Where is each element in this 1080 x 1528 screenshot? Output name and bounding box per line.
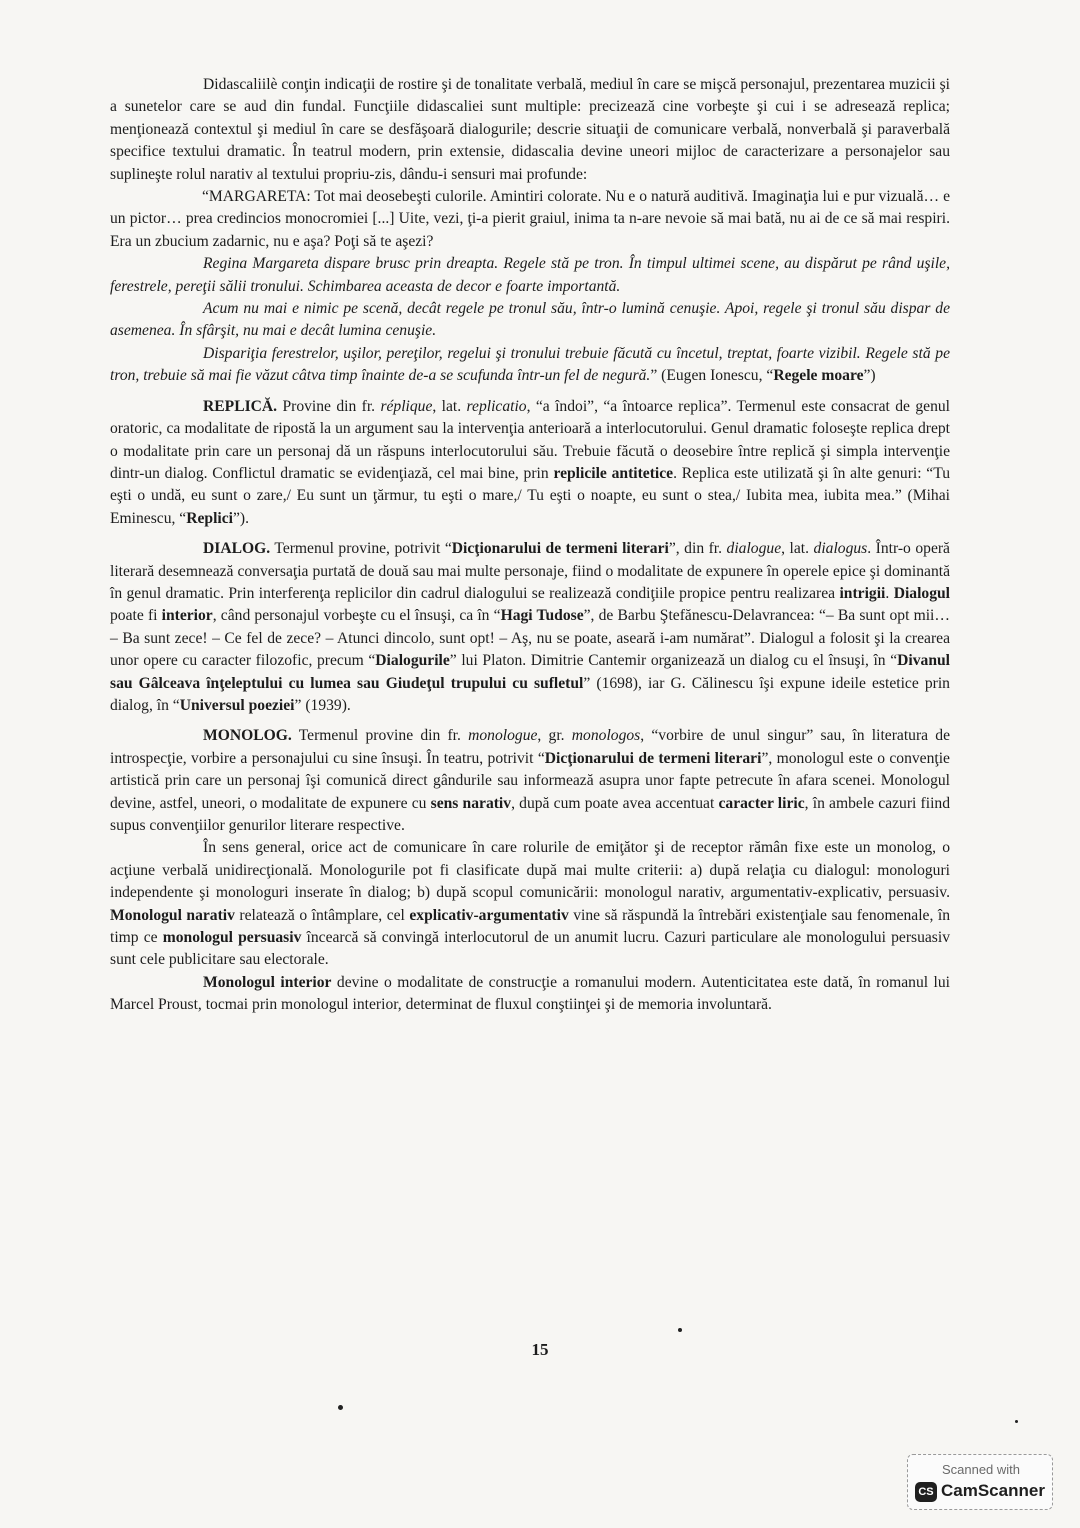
dialog-hagi: Hagi Tudose <box>500 607 584 625</box>
monolog-caracter: caracter liric <box>718 794 805 812</box>
dialog-dialogurile: Dialogurile <box>375 652 450 670</box>
general-text-d: încearcă să convingă interlocutorul de un anumit lucru. Cazuri particulare ale monologului persuasiv sunt cele publicitare sau electorale. <box>110 929 950 969</box>
dialog-text-c: , lat. <box>781 540 814 558</box>
monolog-dict: Dicţionarului de termeni literari <box>544 749 762 767</box>
dialog-text-e: . <box>885 584 894 602</box>
replica-paragraph <box>110 396 950 530</box>
dialog-text-d: . Într-o operă literară desemnează conversaţia purtată de două sau mai multe personaje, fiind o modalitate de expunere în operele epice şi dominantă în genul dramatic. Prin interferenţa replicilor din cadrul dialogului se realizează condiţiile propice pentru realizarea <box>110 540 950 602</box>
replica-text-b: , lat. <box>432 397 467 415</box>
badge-brand: CamScanner <box>941 1481 1045 1500</box>
quote-stage-direction-1 <box>110 253 950 298</box>
monolog-gr: monologos <box>571 727 641 745</box>
replica-title: Replici <box>186 509 233 527</box>
dialog-text-j: ” (1698), iar G. Călinescu îşi expune ideile estetice prin dialog, în “ <box>110 674 950 714</box>
replica-text-a: Provine din fr. <box>277 397 381 415</box>
monolog-text-f: , în ambele cazuri fiind supus convenţiilor genurilor literare respective. <box>110 794 951 834</box>
quote-stage-direction-2 <box>110 298 950 343</box>
stage-direction-1-text: Regina Margareta dispare brusc prin dreapta. Regele stă pe tron. În timpul ultimei scene, au dispărut pe rând uşile, ferestrele, pereţii sălii tronului. Schimbarea aceasta de decor e foarte importantă. <box>110 255 950 295</box>
replica-text-e: ”). <box>233 509 250 527</box>
quote-stage-direction-3 <box>110 343 950 388</box>
stage-direction-3-text: Dispariţia ferestrelor, uşilor, pereţilor, regelui şi tronului trebuie făcută cu încetul, treptat, foarte vizibil. Regele stă pe tron, trebuie să mai fie văzut câtva timp înainte de-a se scufunda într-un fel de negură. <box>110 344 950 385</box>
dialog-lat: dialogus <box>813 540 868 558</box>
quote-margareta-text: “MARGARETA: Tot mai deosebeşti culorile. Amintiri colorate. Nu e o natură auditivă. Imaginaţia lui e pur vizuală… e un pictor… prea credincios monocromiei [...] Uite, vezi, ţi-a pierit graiul, inima ta n-are nevoie să mai bată, nu ai de ce să mai respiri. Era un zbucium zadarnic, nu e aşa? Poţi să te aşezi? <box>110 188 950 250</box>
dialog-text-f: poate fi <box>110 607 162 625</box>
monolog-heading: MONOLOG. <box>203 727 292 745</box>
general-text-c: vine să răspundă la întrebări existenţiale sau fenomenale, în timp ce <box>110 906 951 947</box>
dialog-text-i: ” lui Platon. Dimitrie Cantemir organizează un dialog cu el însuşi, în “ <box>449 652 898 670</box>
quote-margareta <box>110 186 950 253</box>
didascalia-paragraph <box>110 74 950 186</box>
monolog-paragraph <box>110 725 950 837</box>
camscanner-badge <box>907 1454 1053 1510</box>
scan-speck <box>338 1405 343 1410</box>
monolog-text-c: , “vorbire de unul singur” sau, în literatura de introspecţie, vorbire a personajului cu sine însuşi. În teatru, potrivit “ <box>110 727 950 767</box>
dialog-intrigii: intrigii <box>839 584 886 602</box>
dialog-text-g: , când personajul vorbeşte cu el însuşi, ca în “ <box>212 607 501 625</box>
monolog-interior-paragraph <box>110 972 950 1017</box>
replica-text-c: , “a îndoi”, “a întoarce replica”. Termenul este consacrat de genul oratoric, ca modalitate de ripostă la un argument sau la intervenţia anterioară a interlocutorului. Genul dramatic foloseşte replica drept o modalitate prin care un personaj dă un răspuns interlocutorului său. Trebuie făcută o deosebire între replică şi simpla intervenţie dintr-un dialog. Conflictul dramatic se evidenţiază, cel mai bine, prin <box>110 397 950 482</box>
monolog-text-b: , gr. <box>537 727 572 745</box>
replica-heading: REPLICĂ. <box>203 397 278 415</box>
replica-text-d: . Replica este utilizată şi în alte genuri: “Tu eşti o undă, eu sunt o zare,/ Eu sunt un ţărmur, tu eşti o mare,/ Tu eşti o noapte, eu sunt o stea,/ Iubita mea, iubita mea.” (Mihai Eminescu, “ <box>110 464 951 527</box>
dialog-text-b: ”, din fr. <box>668 540 727 558</box>
dialog-universul: Universul poeziei <box>179 696 295 714</box>
scan-speck <box>678 1328 682 1332</box>
stage-direction-2-text: Acum nu mai e nimic pe scenă, decât regele pe tronul său, într-o lumină cenuşie. Apoi, regele şi tronul său dispar de asemenea. În sfârşit, nu mai e decât lumina cenuşie. <box>110 300 950 340</box>
general-text-a: În sens general, orice act de comunicare în care rolurile de emiţător şi de receptor rămân fixe este un monolog, o acţiune verbală unidirecţională. Monologurile pot fi clasificate după mai multe criterii: a) după relaţia cu dialogul: monologuri independente şi monologuri inserate în dialog; b) după scopul comunicării: monologul narativ, argumentativ-explicativ, persuasiv. <box>110 839 950 902</box>
page-number: 15 <box>531 1340 549 1359</box>
dialog-text-k: ” (1939). <box>294 696 351 714</box>
replica-lat: replicatio <box>466 397 527 415</box>
general-text-b: relatează o întâmplare, cel <box>234 906 410 924</box>
interior-text: devine o modalitate de construcţie a romanului modern. Autenticitatea este dată, în romanul lui Marcel Proust, tocmai prin monologul interior, determinat de fluxul conştiinţei şi de memoria involuntară. <box>110 973 950 1014</box>
monolog-sens: sens narativ <box>430 794 512 812</box>
dialog-text-h: ”, de Barbu Ştefănescu-Delavrancea: “– Ba sunt opt mii… – Ba sunt zece! – Ce fel de zece? – Atunci dincolo, sunt opt! – Aş, nu se poate, aseară i-am numărat”. Dialogul a folosit şi la crearea unor opere cu caracter filozofic, precum “ <box>110 607 950 670</box>
didascalia-text: Didascaliilè conţin indicaţii de rostire şi de tonalitate verbală, mediul în care se mişcă personajul, prezentarea muzicii şi a sunetelor care se aud din fundal. Funcţiile didascaliei sunt multiple: precizează cine vorbeşte şi cui i se adresează replica; menţionează contextul şi mediul în care se desfăşoară dialogurile; descrie situaţii de comunicare verbală, nonverbală şi paraverbală specifice textului dramatic. În teatrul modern, prin extensie, didascalia devine uneori mijloc de caracterizare a personajelor sau suplineşte rolul narativ al textului propriu-zis, dându-i sensuri mai profunde: <box>110 76 950 183</box>
scan-speck <box>1015 1420 1018 1423</box>
dialog-paragraph <box>110 538 950 717</box>
general-persuasiv: monologul persuasiv <box>162 929 302 947</box>
replica-fr: réplique <box>380 397 433 415</box>
quote-source: ” (Eugen Ionescu, “ <box>650 367 774 385</box>
dialog-interior: interior <box>161 607 213 625</box>
monolog-fr: monologue <box>468 727 538 745</box>
monolog-text-a: Termenul provine din fr. <box>291 727 469 745</box>
dialog-fr: dialogue <box>726 540 782 558</box>
monolog-text-e: , după cum poate avea accentuat <box>511 794 719 812</box>
quote-source-close: ”) <box>863 367 876 385</box>
badge-scanned-with: Scanned with <box>941 1462 1021 1477</box>
document-body <box>110 74 950 1017</box>
interior-bold: Monologul interior <box>203 973 332 991</box>
dialog-heading: DIALOG. <box>203 540 271 558</box>
general-explicativ: explicativ-argumentativ <box>409 906 569 924</box>
dialog-dict: Dicţionarului de termeni literari <box>451 540 669 558</box>
general-narativ: Monologul narativ <box>110 906 235 924</box>
monolog-text-d: ”, monologul este o convenţie artistică prin care un personaj îşi comunică direct gândurile sau informează asupra unor fapte petrecute în afara scenei. Monologul devine, astfel, uneori, o modalitate de expunere cu <box>110 749 950 812</box>
monolog-general-paragraph <box>110 837 950 971</box>
quote-source-title: Regele moare <box>773 367 864 385</box>
dialog-divanul: Divanul sau Gâlceava înţeleptului cu lumea sau Giudeţul trupului cu sufletul <box>110 652 950 692</box>
dialog-text-a: Termenul provine, potrivit “ <box>270 540 452 558</box>
dialog-dialogul: Dialogul <box>893 584 951 602</box>
replica-bold: replicile antitetice <box>553 464 674 482</box>
camscanner-logo-icon: CS <box>915 1482 937 1502</box>
